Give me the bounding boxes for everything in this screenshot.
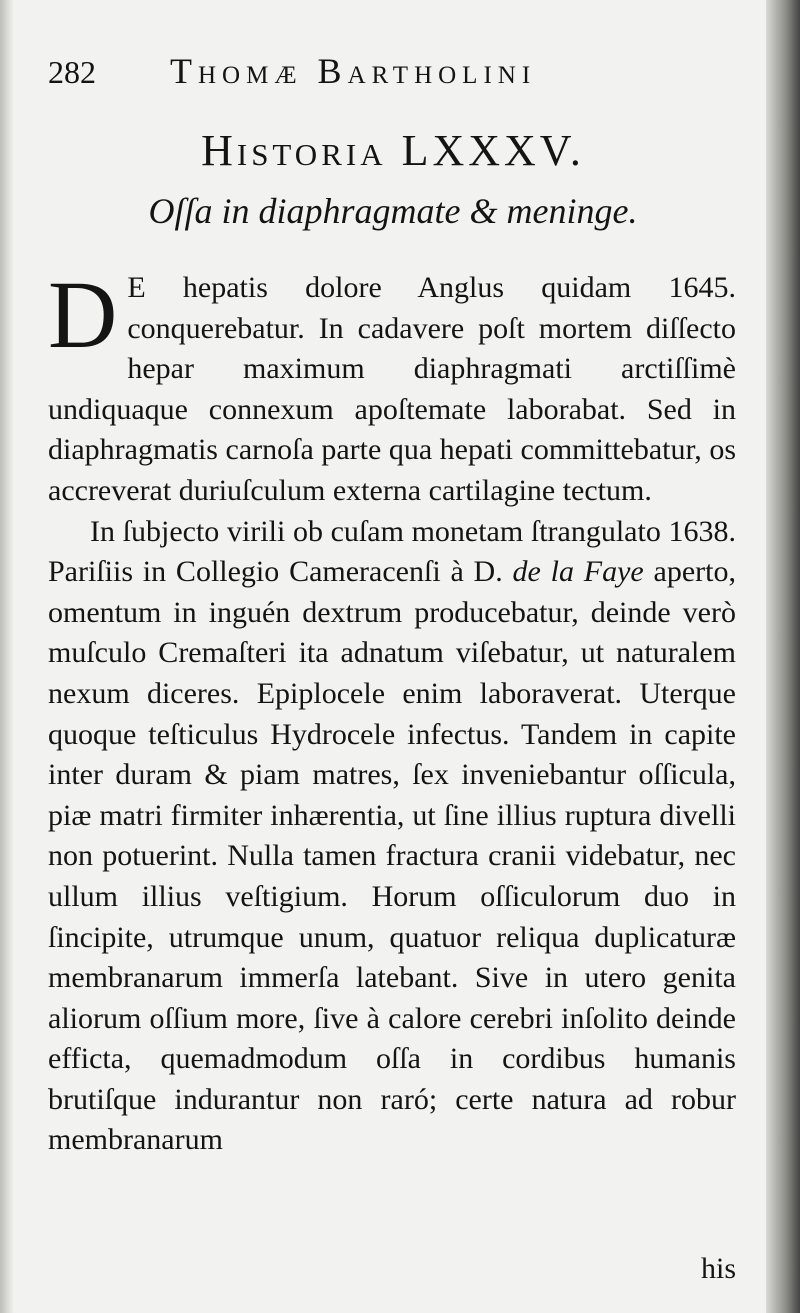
- body-text: [48, 261, 737, 1161]
- book-gutter: [766, 0, 800, 1313]
- paragraph-2-text-start: In ſubjecto virili ob cuſam monetam ſtrangulato 1638. Pariſiis in Collegio Cameracenſi à D.: [48, 514, 736, 589]
- person-name: de la Faye: [512, 555, 644, 589]
- page-number: 282: [48, 54, 96, 90]
- running-head-author: Thomæ Bartholini: [170, 51, 537, 91]
- page-edge-shadow: [0, 0, 14, 1313]
- catchword: his: [700, 1252, 736, 1285]
- book-page: [48, 40, 738, 1300]
- section-subtitle: Oſſa in diaphragmate & meninge.: [148, 191, 638, 231]
- running-head: [48, 48, 738, 98]
- paragraph-1: [48, 261, 736, 512]
- paragraph-2: [48, 512, 736, 1162]
- paragraph-2-text-end: aperto, omentum in inguén dextrum producebatur, deinde verò muſculo Cremaſteri ita adnatum viſebatur, ut naturalem nexum diceres. Epiplocele enim laboraverat. Uterque quoque teſticulus Hydrocele infectus. Tandem in capite inter duram & piam matres, ſex inveniebantur oſſicula, piæ matri firmiter inhærentia, ut ſine illius ruptura divelli non potuerint. Nulla tamen fractura cranii videbatur, nec ullum illius veſtigium. Horum oſſiculorum duo in ſincipite, utrumque unum, quatuor reliqua duplicaturæ membranarum immerſa latebant. Sive in utero genita aliorum oſſium more, ſive à calore cerebri inſolito deinde efficta, quemadmodum oſſa in cordibus humanis brutiſque indurantur non raró; certe natura ad robur membranarum: [48, 555, 737, 1157]
- section-title: Historia LXXXV.: [201, 126, 585, 175]
- paragraph-1-text: E hepatis dolore Anglus quidam 1645. conquerebatur. In cadavere poſt mortem diſſecto hepar maximum diaphragmati arctiſſimè undiquaque connexum apoſtemate laborabat. Sed in diaphragmatis carnoſa parte qua hepati committebatur, os accreverat duriuſculum externa cartilagine tectum.: [48, 271, 736, 507]
- drop-cap: D: [48, 261, 118, 368]
